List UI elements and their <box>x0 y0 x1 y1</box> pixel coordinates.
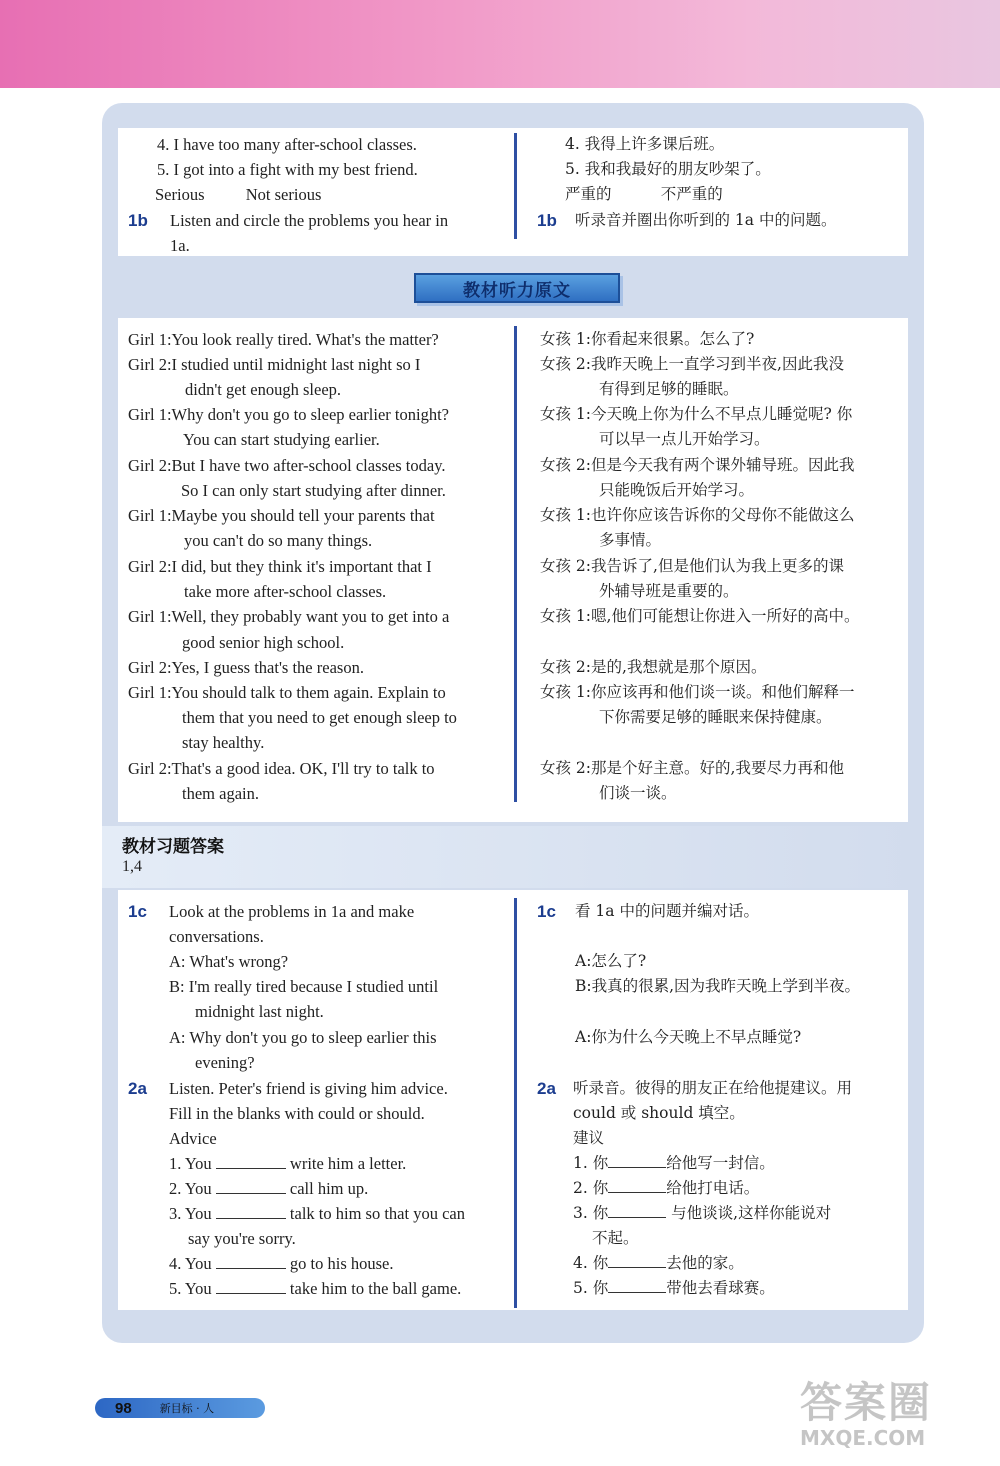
answer-blank <box>608 1253 666 1268</box>
ex-1b-en-line2: 1a. <box>170 236 190 255</box>
item-text: 给他写一封信。 <box>666 1154 775 1172</box>
transcript-zh-line: 只能晚饭后开始学习。 <box>599 481 755 499</box>
serious-labels-zh: 严重的 不严重的 <box>565 185 723 203</box>
advice-item-zh <box>573 1251 744 1276</box>
watermark-logo-text: 答案圈 <box>800 1378 933 1427</box>
item-text: 给他打电话。 <box>666 1179 760 1197</box>
ex-1b-number: 1b <box>128 211 148 230</box>
transcript-en-line: Girl 1:You should talk to them again. Explain to <box>128 683 446 702</box>
transcript-zh-line: 女孩 1:今天晚上你为什么不早点儿睡觉呢? 你 <box>540 405 853 423</box>
advice-item-zh <box>573 1151 775 1176</box>
advice-item-en <box>169 1251 394 1276</box>
problem-4-en: 4. I have too many after-school classes. <box>157 135 417 154</box>
answer-blank <box>608 1178 666 1193</box>
ex-1c-en-line: conversations. <box>169 927 264 946</box>
advice-item-zh <box>573 1176 759 1201</box>
ex-1b-en-line1: Listen and circle the problems you hear in <box>170 211 449 230</box>
ex-1c-en-line: evening? <box>195 1053 255 1072</box>
ex-1c-zh-line: A:你为什么今天晚上不早点睡觉? <box>575 1028 802 1046</box>
ex-2a-number: 2a <box>128 1079 147 1098</box>
advice-item-en-cont: say you're sorry. <box>188 1229 296 1248</box>
ex-2a-number-zh: 2a <box>537 1079 556 1098</box>
ex-2a-en-line: Advice <box>169 1129 217 1148</box>
transcript-zh-line: 外辅导班是重要的。 <box>599 582 739 600</box>
transcript-zh-line: 女孩 2:我告诉了,但是他们认为我上更多的课 <box>540 557 844 575</box>
item-text: 与他谈谈,这样你能说对 <box>671 1204 832 1222</box>
ex-2a-en-line: Listen. Peter's friend is giving him advice. <box>169 1079 448 1098</box>
watermark-logo <box>800 1380 990 1462</box>
transcript-en-line: Girl 2:But I have two after-school classes today. <box>128 456 446 475</box>
ex-1c-zh-line: A:怎么了? <box>575 952 647 970</box>
top-pink-band <box>0 0 1000 88</box>
item-text: call him up. <box>289 1179 369 1198</box>
ex-1b-number-zh: 1b <box>537 211 557 230</box>
transcript-en-line: Girl 2:I studied until midnight last night so I <box>128 355 421 374</box>
book-series: 新目标 · 人 <box>159 1402 215 1415</box>
ex-2a-en-line: Fill in the blanks with could or should. <box>169 1104 425 1123</box>
ex-1c-en-line: midnight last night. <box>195 1002 324 1021</box>
item-text: write him a letter. <box>289 1154 407 1173</box>
transcript-zh-line: 女孩 1:你应该再和他们谈一谈。和他们解释一 <box>540 683 855 701</box>
ex-1c-zh-line: 看 1a 中的问题并编对话。 <box>575 902 759 920</box>
item-text: 带他去看球赛。 <box>666 1279 775 1297</box>
transcript-zh-line: 们谈一谈。 <box>599 784 677 802</box>
transcript-en-line: didn't get enough sleep. <box>185 380 342 399</box>
transcript-zh-line: 多事情。 <box>599 531 662 549</box>
watermark-url: MXQE.COM <box>800 1426 926 1450</box>
advice-item-zh <box>573 1201 831 1226</box>
ex-1c-en-line: A: Why don't you go to sleep earlier this <box>169 1028 437 1047</box>
problem-5-en: 5. I got into a fight with my best friend. <box>157 160 418 179</box>
transcript-divider <box>514 326 517 802</box>
item-prefix: 4. 你 <box>573 1254 609 1272</box>
ex-1c-en-line: B: I'm really tired because I studied until <box>169 977 439 996</box>
serious-labels-en: Serious Not serious <box>155 185 322 204</box>
answer-blank <box>608 1153 666 1168</box>
transcript-en-line: You can start studying earlier. <box>183 430 380 449</box>
transcript-zh-line: 女孩 2:那是个好主意。好的,我要尽力再和他 <box>540 759 844 777</box>
ex-2a-zh-line: 听录音。彼得的朋友正在给他提建议。用 <box>573 1079 853 1097</box>
transcript-title: 教材听力原文 <box>463 280 571 301</box>
answer-blank <box>216 1204 286 1219</box>
item-text: go to his house. <box>289 1254 394 1273</box>
answer-blank <box>608 1278 666 1293</box>
transcript-zh-line: 女孩 2:我昨天晚上一直学习到半夜,因此我没 <box>540 355 844 373</box>
item-prefix: 3. 你 <box>573 1204 609 1222</box>
ex-2a-zh-line: could 或 should 填空。 <box>573 1104 745 1122</box>
transcript-zh-line: 女孩 1:也许你应该告诉你的父母你不能做这么 <box>540 506 855 524</box>
item-prefix: 5. You <box>169 1279 212 1298</box>
answer-blank <box>608 1203 666 1218</box>
item-text: 去他的家。 <box>666 1254 744 1272</box>
answers-value: 1,4 <box>122 858 142 875</box>
item-prefix: 2. You <box>169 1179 212 1198</box>
problem-5-zh: 5. 我和我最好的朋友吵架了。 <box>565 160 771 178</box>
advice-item-zh <box>573 1276 775 1301</box>
item-prefix: 5. 你 <box>573 1279 609 1297</box>
answers-heading: 教材习题答案 <box>122 837 224 857</box>
item-text: take him to the ball game. <box>289 1279 462 1298</box>
page-number: 98 <box>115 1399 132 1417</box>
item-prefix: 1. You <box>169 1154 212 1173</box>
transcript-en-line: Girl 1:Why don't you go to sleep earlier tonight? <box>128 405 449 424</box>
advice-item-en <box>169 1151 406 1176</box>
answer-blank <box>216 1254 286 1269</box>
advice-item-en <box>169 1176 368 1201</box>
ex-1c-zh-line: B:我真的很累,因为我昨天晚上学到半夜。 <box>575 977 861 995</box>
transcript-en-line: Girl 2:I did, but they think it's important that I <box>128 557 432 576</box>
transcript-en-line: them that you need to get enough sleep to <box>182 708 457 727</box>
advice-item-en <box>169 1201 465 1226</box>
transcript-en-line: stay healthy. <box>182 733 265 752</box>
transcript-en-line: Girl 1:Maybe you should tell your parents that <box>128 506 435 525</box>
item-prefix: 3. You <box>169 1204 212 1223</box>
ex-1c-number-zh: 1c <box>537 902 556 921</box>
transcript-en-line: Girl 1:You look really tired. What's the matter? <box>128 330 439 349</box>
transcript-en-line: Girl 2:That's a good idea. OK, I'll try to talk to <box>128 759 435 778</box>
ex-2a-zh-line: 建议 <box>573 1129 605 1147</box>
transcript-en-line: Girl 1:Well, they probably want you to get into a <box>128 607 450 626</box>
advice-item-zh-cont: 不起。 <box>592 1229 639 1247</box>
transcript-en-line: Girl 2:Yes, I guess that's the reason. <box>128 658 364 677</box>
transcript-en-line: you can't do so many things. <box>184 531 373 550</box>
section1-divider <box>514 133 517 239</box>
transcript-en-line: take more after-school classes. <box>184 582 387 601</box>
exercises-divider <box>514 898 517 1308</box>
answer-blank <box>216 1279 286 1294</box>
ex-1c-number: 1c <box>128 902 147 921</box>
transcript-en-line: So I can only start studying after dinner. <box>181 481 446 500</box>
transcript-zh-line: 女孩 2:是的,我想就是那个原因。 <box>540 658 767 676</box>
transcript-zh-line: 女孩 2:但是今天我有两个课外辅导班。因此我 <box>540 456 855 474</box>
transcript-zh-line: 女孩 1:你看起来很累。怎么了? <box>540 330 755 348</box>
answer-blank <box>216 1179 286 1194</box>
item-text: talk to him so that you can <box>289 1204 465 1223</box>
transcript-zh-line: 下你需要足够的睡眠来保持健康。 <box>599 708 832 726</box>
problem-4-zh: 4. 我得上许多课后班。 <box>565 135 725 153</box>
transcript-zh-line: 有得到足够的睡眠。 <box>599 380 739 398</box>
transcript-zh-line: 可以早一点儿开始学习。 <box>599 430 770 448</box>
transcript-en-line: good senior high school. <box>182 633 345 652</box>
ex-1b-zh: 听录音并圈出你听到的 1a 中的问题。 <box>575 211 837 229</box>
item-prefix: 2. 你 <box>573 1179 609 1197</box>
ex-1c-en-line: Look at the problems in 1a and make <box>169 902 415 921</box>
page-footer <box>95 1398 265 1418</box>
item-prefix: 4. You <box>169 1254 212 1273</box>
answers-strip <box>102 826 924 888</box>
answer-blank <box>216 1154 286 1169</box>
transcript-en-line: them again. <box>182 784 259 803</box>
advice-item-en <box>169 1276 461 1301</box>
ex-1c-en-line: A: What's wrong? <box>169 952 289 971</box>
item-prefix: 1. 你 <box>573 1154 609 1172</box>
transcript-zh-line: 女孩 1:嗯,他们可能想让你进入一所好的高中。 <box>540 607 860 625</box>
transcript-title-bar <box>414 273 620 303</box>
